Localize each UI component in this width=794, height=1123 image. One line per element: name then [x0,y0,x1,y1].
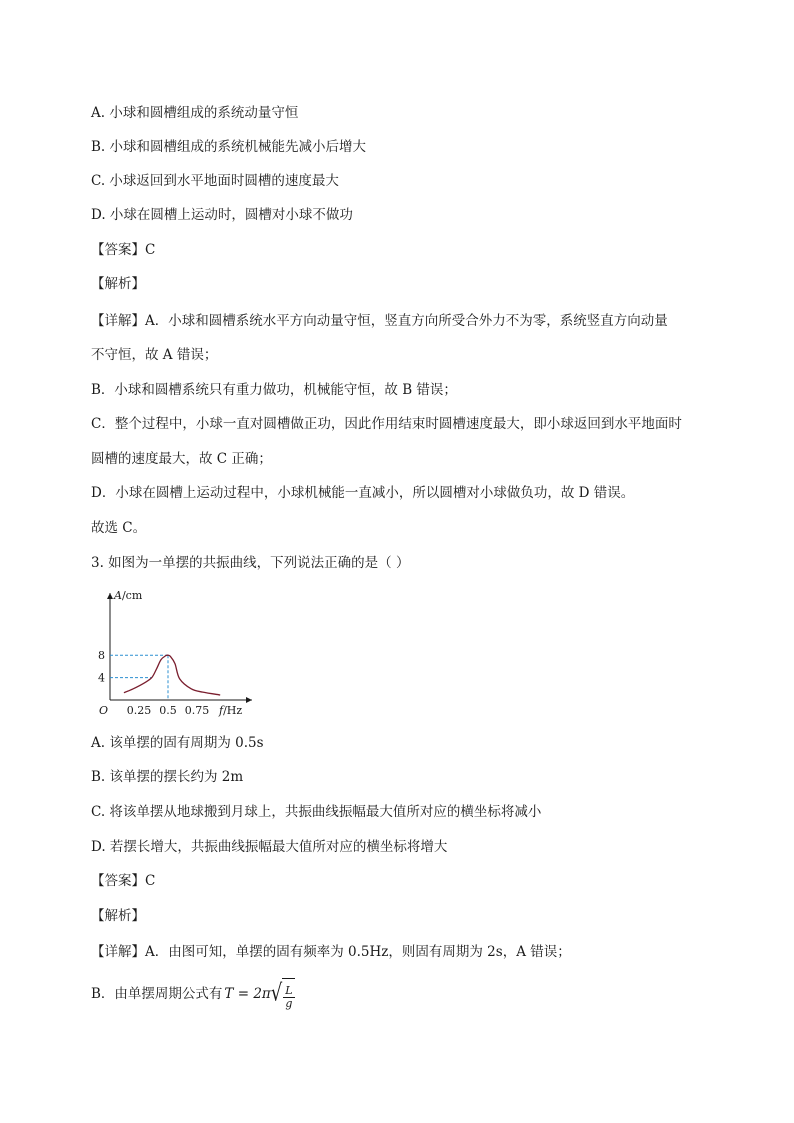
q3-option-b: B. 该单摆的摆长约为 2m [91,769,244,785]
q2-detail-1b: 不守恒，故 A 错误； [91,347,218,363]
q3-option-c: C. 将该单摆从地球搬到月球上，共振曲线振幅最大值所对应的横坐标将减小 [91,804,542,820]
resonance-curve-chart [92,585,257,720]
formula-denominator: g [285,997,293,1010]
x-tick-label: 0.25 [126,704,152,717]
q2-detail-2: B．小球和圆槽系统只有重力做功，机械能守恒，故 B 错误； [91,382,457,398]
formula-fraction [283,985,294,1010]
resonance-curve [124,655,220,695]
q2-option-d: D. 小球在圆槽上运动时，圆槽对小球不做功 [91,207,353,223]
y-tick-label: 4 [98,671,105,685]
sqrt-symbol: √ $\frac{L}{g}$ [270,979,293,1010]
q3-analysis-title: 【解析】 [91,908,145,924]
y-axis-arrow [107,593,113,599]
q3-detail-1: 【详解】A．由图可知，单摆的固有频率为 0.5Hz，则固有周期为 2s，A 错误； [91,944,571,960]
q2-answer: 【答案】C [91,242,156,258]
q3-option-d: D. 若摆长增大，共振曲线振幅最大值所对应的横坐标将增大 [91,839,448,855]
x-axis-label: f/Hz [219,704,243,717]
q3-detail-2 [91,978,295,1010]
q2-detail-3: C．整个过程中，小球一直对圆槽做正功，因此作用结束时圆槽速度最大，即小球返回到水平地面时 [91,416,682,432]
x-axis-arrow [246,697,252,703]
q2-detail-1: 【详解】A．小球和圆槽系统水平方向动量守恒，竖直方向所受合外力不为零，系统竖直方向动量 [91,313,668,329]
formula-numerator: L [285,984,293,997]
y-tick-label: 8 [98,649,105,663]
y-axis-label: A/cm [114,589,143,602]
q2-option-c: C. 小球返回到水平地面时圆槽的速度最大 [91,173,339,189]
x-tick-label: 0.75 [184,704,210,717]
q2-option-a: A. 小球和圆槽组成的系统动量守恒 [91,105,299,121]
q2-conclusion: 故选 C。 [91,520,147,536]
q2-detail-4: D．小球在圆槽上运动过程中，小球机械能一直减小，所以圆槽对小球做负功，故 D 错误。 [91,485,635,501]
q3-detail-2-prefix: B．由单摆周期公式有 [91,986,223,1002]
q2-detail-3b: 圆槽的速度最大，故 C 正确； [91,451,272,467]
q2-option-b: B. 小球和圆槽组成的系统机械能先减小后增大 [91,139,367,155]
q3-option-a: A. 该单摆的固有周期为 0.5s [91,735,264,751]
q3-answer: 【答案】C [91,873,156,889]
q3-stem: 3. 如图为一单摆的共振曲线，下列说法正确的是（ ） [91,555,410,571]
origin-label: O [99,704,109,717]
x-tick-label: 0.5 [159,704,177,717]
q2-analysis-title: 【解析】 [91,276,145,292]
period-formula-lhs: T = 2π [224,986,271,1002]
